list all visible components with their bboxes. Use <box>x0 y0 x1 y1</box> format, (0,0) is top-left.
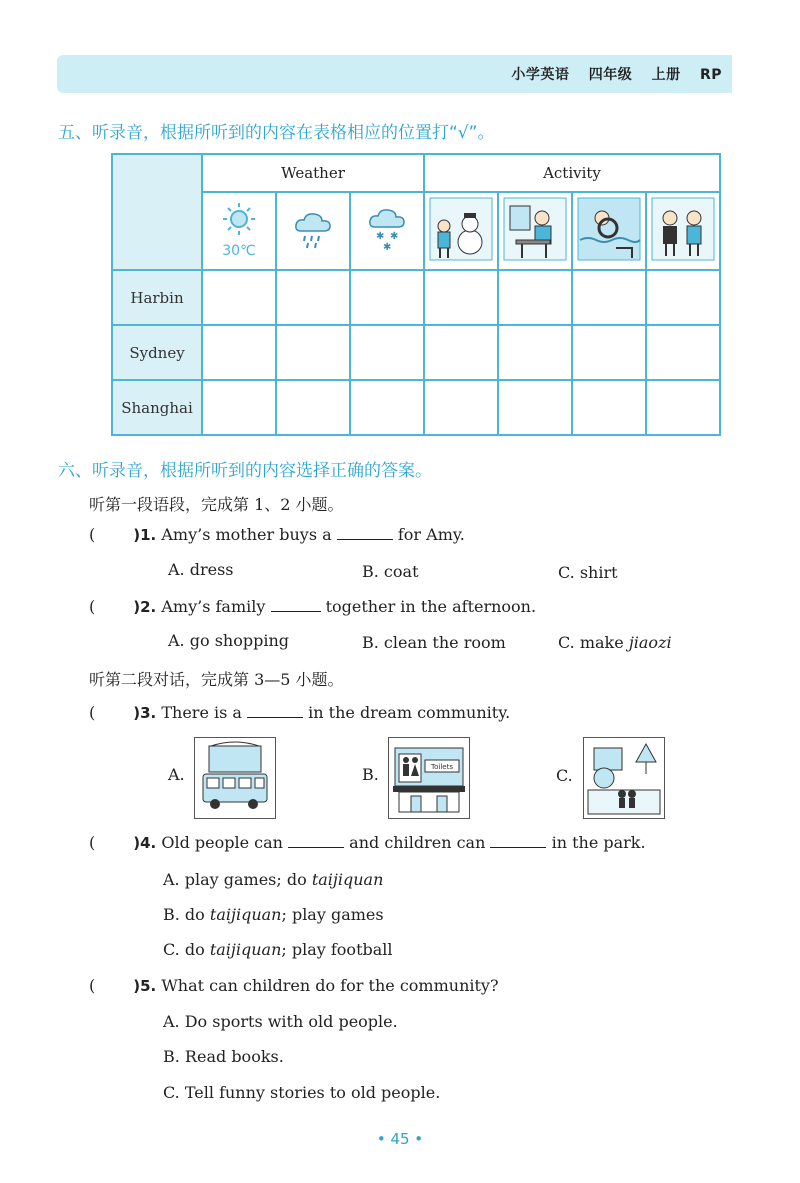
question-3-number: )3. <box>133 704 157 722</box>
answer-paren[interactable]: ( <box>89 833 96 852</box>
part2-instruction: 听第二段对话，完成第 3—5 小题。 <box>89 670 344 689</box>
answer-cell[interactable] <box>572 325 646 380</box>
toilet-building-icon <box>389 738 469 818</box>
children-activity-icon <box>650 196 716 262</box>
answer-cell[interactable] <box>276 380 350 435</box>
answer-cell[interactable] <box>202 325 276 380</box>
q4-option-c-post: ; play football <box>281 940 393 959</box>
grade-label: 四年级 <box>588 67 633 83</box>
question-5-text: What can children do for the community? <box>161 976 499 995</box>
reading-activity-icon <box>502 196 568 262</box>
svg-text:✱: ✱ <box>390 231 399 242</box>
q5-option-a[interactable]: A. Do sports with old people. <box>163 1012 398 1031</box>
q1-option-b[interactable]: B. coat <box>362 562 419 581</box>
question-2-number: )2. <box>133 598 157 616</box>
svg-text:✱: ✱ <box>376 231 385 242</box>
snowy-cell <box>350 192 424 270</box>
question-5 <box>89 976 499 995</box>
swimming-cell <box>572 192 646 270</box>
swimming-activity-icon <box>576 196 642 262</box>
question-5-number: )5. <box>133 977 157 995</box>
page-number: • 45 • <box>376 1130 424 1148</box>
question-1-post: for Amy. <box>397 525 465 544</box>
answer-blank-1[interactable] <box>288 847 344 848</box>
answer-blank[interactable] <box>271 611 321 612</box>
q4-option-a-italic: taijiquan <box>311 870 384 889</box>
toilet-sign: Toilets <box>431 763 453 771</box>
q3-option-b-label[interactable]: B. <box>362 765 379 784</box>
answer-paren[interactable]: ( <box>89 597 96 616</box>
question-4-number: )4. <box>133 834 157 852</box>
answer-blank-2[interactable] <box>490 847 546 848</box>
rain-cloud-icon <box>291 207 335 251</box>
answer-cell[interactable] <box>424 270 498 325</box>
question-4-post: in the park. <box>551 833 646 852</box>
sunny-cell <box>202 192 276 270</box>
q2-option-c[interactable] <box>558 633 672 652</box>
q4-option-b-post: ; play games <box>281 905 384 924</box>
table-row <box>112 325 720 380</box>
question-2-post: together in the afternoon. <box>325 597 537 616</box>
question-3-post: in the dream community. <box>308 703 511 722</box>
q3-option-c-label[interactable]: C. <box>556 766 573 785</box>
q3-option-a-label[interactable]: A. <box>168 765 185 784</box>
table-row <box>112 380 720 435</box>
section6-title: 六、听录音，根据所听到的内容选择正确的答案。 <box>58 461 432 481</box>
answer-cell[interactable] <box>646 270 720 325</box>
snow-cloud-icon <box>365 205 409 253</box>
question-2-pre: Amy’s family <box>161 597 266 616</box>
question-1 <box>89 525 465 544</box>
question-1-pre: Amy’s mother buys a <box>161 525 332 544</box>
weather-header: Weather <box>202 154 424 192</box>
answer-paren[interactable]: ( <box>89 525 96 544</box>
bus-icon <box>195 738 275 818</box>
snowman-cell <box>424 192 498 270</box>
svg-text:✱: ✱ <box>383 242 392 253</box>
part1-instruction: 听第一段语段，完成第 1、2 小题。 <box>89 495 344 514</box>
sun-icon <box>209 197 269 261</box>
q4-option-b-text: B. do <box>163 905 205 924</box>
q2-option-c-italic: jiaozi <box>628 633 672 652</box>
answer-blank[interactable] <box>337 539 393 540</box>
answer-cell[interactable] <box>424 325 498 380</box>
section5-title: 五、听录音，根据所听到的内容在表格相应的位置打“√”。 <box>58 123 495 143</box>
question-4-mid: and children can <box>349 833 486 852</box>
row-label-sydney: Sydney <box>112 325 202 380</box>
question-4 <box>89 833 646 852</box>
table-row <box>112 270 720 325</box>
edition-label: RP <box>699 67 722 83</box>
volume-label: 上册 <box>651 67 681 83</box>
answer-cell[interactable] <box>202 380 276 435</box>
answer-cell[interactable] <box>276 270 350 325</box>
answer-cell[interactable] <box>202 270 276 325</box>
rainy-cell <box>276 192 350 270</box>
answer-cell[interactable] <box>276 325 350 380</box>
answer-cell[interactable] <box>646 380 720 435</box>
temperature-label: 30℃ <box>222 243 256 259</box>
q4-option-b-italic: taijiquan <box>209 905 282 924</box>
answer-blank[interactable] <box>247 717 303 718</box>
q4-option-c-text: C. do <box>163 940 205 959</box>
answer-paren[interactable]: ( <box>89 976 96 995</box>
park-icon <box>584 738 664 818</box>
row-label-harbin: Harbin <box>112 270 202 325</box>
q1-option-c[interactable]: C. shirt <box>558 563 618 582</box>
answer-cell[interactable] <box>350 380 424 435</box>
q4-option-b[interactable] <box>163 905 384 924</box>
answer-cell[interactable] <box>646 325 720 380</box>
answer-cell[interactable] <box>498 270 572 325</box>
q2-option-c-text: C. make <box>558 633 624 652</box>
question-2 <box>89 597 536 616</box>
q4-option-a[interactable] <box>163 870 383 889</box>
answer-cell[interactable] <box>498 380 572 435</box>
q2-option-b[interactable]: B. clean the room <box>362 633 506 652</box>
answer-cell[interactable] <box>424 380 498 435</box>
answer-cell[interactable] <box>572 380 646 435</box>
question-4-pre: Old people can <box>161 833 283 852</box>
answer-cell[interactable] <box>350 325 424 380</box>
q5-option-b[interactable]: B. Read books. <box>163 1047 284 1066</box>
q5-option-c[interactable]: C. Tell funny stories to old people. <box>163 1083 441 1102</box>
answer-cell[interactable] <box>350 270 424 325</box>
q1-option-a[interactable]: A. dress <box>168 560 234 579</box>
toilet-picture[interactable] <box>388 737 470 819</box>
question-1-number: )1. <box>133 526 157 544</box>
park-picture[interactable] <box>583 737 665 819</box>
row-label-shanghai: Shanghai <box>112 380 202 435</box>
children-cell <box>646 192 720 270</box>
bus-picture[interactable] <box>194 737 276 819</box>
question-3-pre: There is a <box>161 703 242 722</box>
weather-activity-table <box>111 153 721 436</box>
subject-label: 小学英语 <box>511 67 570 83</box>
book-header <box>497 64 722 84</box>
q4-option-c-italic: taijiquan <box>209 940 282 959</box>
answer-paren[interactable]: ( <box>89 703 96 722</box>
q2-option-a[interactable]: A. go shopping <box>168 631 289 650</box>
q4-option-a-text: A. play games; do <box>163 870 307 889</box>
answer-cell[interactable] <box>572 270 646 325</box>
question-3 <box>89 703 510 722</box>
snowman-activity-icon <box>428 196 494 262</box>
activity-header: Activity <box>424 154 720 192</box>
answer-cell[interactable] <box>498 325 572 380</box>
table-corner-cell <box>112 154 202 270</box>
reading-cell <box>498 192 572 270</box>
q4-option-c[interactable] <box>163 940 393 959</box>
